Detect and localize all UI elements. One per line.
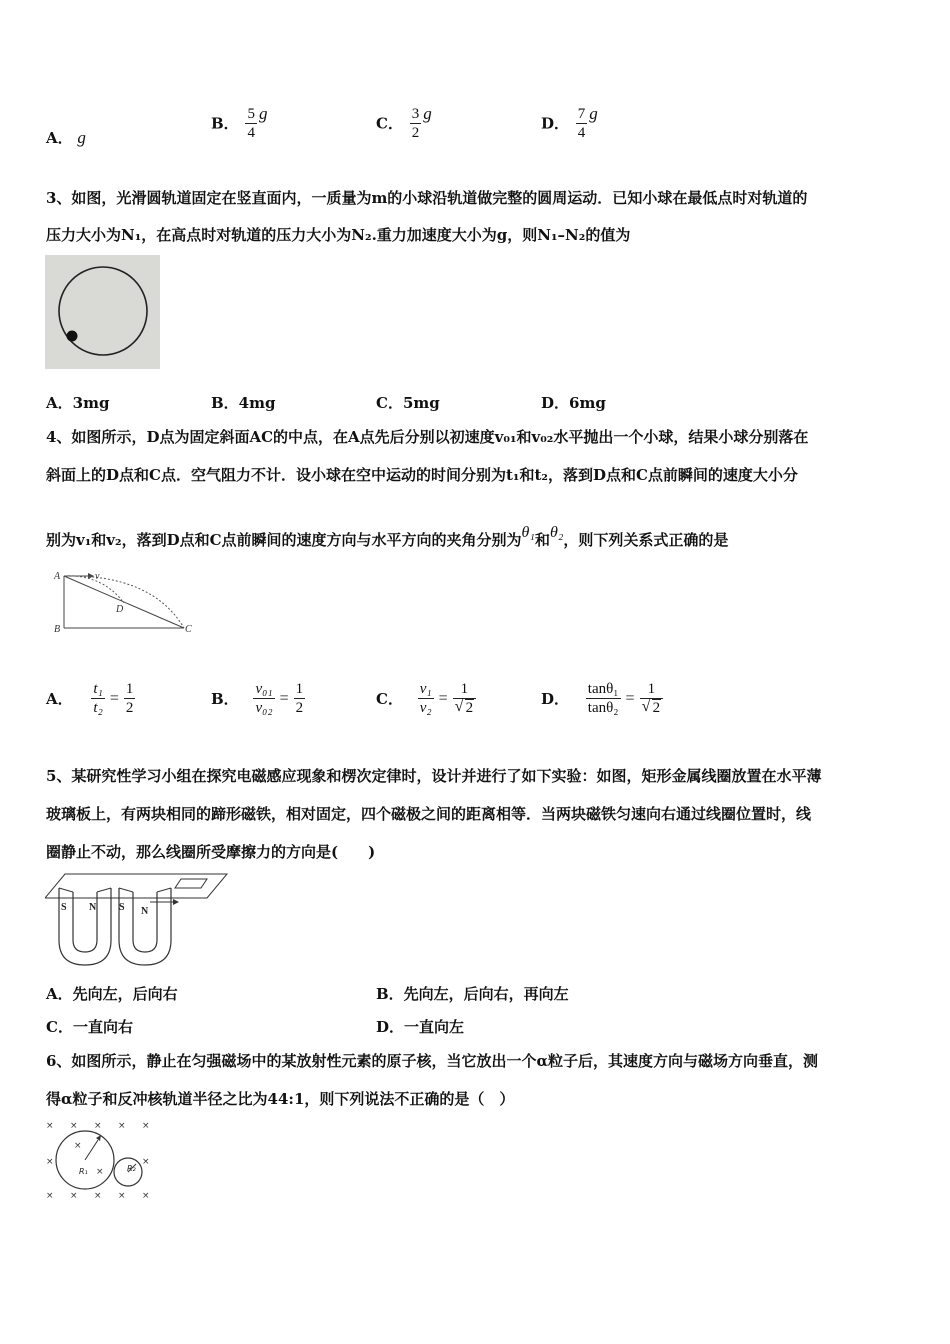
option-label: A． — [46, 129, 73, 147]
svg-text:×: × — [118, 1191, 126, 1201]
q5-option-c: C．一直向右 — [46, 1018, 133, 1036]
q4-line3-text-a: 别为v₁和v₂，落到D点和C点前瞬间的速度方向与水平方向的夹角分别为 — [46, 531, 522, 549]
theta2: θ₂ — [549, 524, 564, 541]
option-label: B． — [211, 690, 239, 708]
svg-text:×: × — [96, 1167, 104, 1177]
option-var: g — [423, 104, 432, 123]
option-label: D． — [541, 114, 570, 133]
svg-text:×: × — [74, 1141, 82, 1151]
q5-figure-magnets — [45, 870, 230, 970]
q4-line3-text-b: ，则下列关系式正确的是 — [563, 531, 729, 549]
fraction: $\frac{3}{2}$ — [411, 105, 420, 141]
fraction: $\frac{\text{v₁}}{\text{v₂}}$ — [419, 681, 432, 716]
label-a: A — [54, 571, 61, 582]
q3-option-a: A．3mg — [46, 394, 110, 412]
q3-text-line-2: 压力大小为N₁，在高点时对轨道的压力大小为N₂.重力加速度大小为g，则N₁–N₂的值为 — [46, 226, 631, 244]
fraction: $\frac{1}{2}$ — [295, 681, 304, 716]
q6-text-line-1: 6、如图所示，静止在匀强磁场中的某放射性元素的原子核，当它放出一个α粒子后，其速度方向与磁场方向垂直，测 — [46, 1052, 818, 1070]
q4-text-line-1: 4、如图所示，D点为固定斜面AC的中点，在A点先后分别以初速度v₀₁和v₀₂水平抛出一个小球，结果小球分别落在 — [46, 428, 809, 446]
fraction: $\frac{5}{4}$ — [247, 105, 255, 141]
fraction: $\frac{\text{tanθ₁}}{\text{tanθ₂}}$ — [587, 681, 619, 716]
fraction: $\frac{\text{v₀₁}}{\text{v₀₂}}$ — [255, 681, 273, 716]
q3-text-line-1: 3、如图，光滑圆轨道固定在竖直面内，一质量为m的小球沿轨道做完整的圆周运动．已知小球在最低点时对轨道的 — [46, 189, 808, 207]
q2-option-d — [541, 104, 598, 142]
q2-option-b — [211, 104, 267, 142]
q3-option-b: B．4mg — [211, 394, 276, 412]
svg-text:×: × — [142, 1191, 150, 1201]
pole-s-1: S — [61, 902, 67, 913]
fraction: $\frac{\text{t₁}}{\text{t₂}}$ — [93, 681, 103, 716]
q6-figure-magnetic-field — [44, 1118, 156, 1204]
svg-text:×: × — [142, 1121, 150, 1131]
q5-option-b: B．先向左，后向右，再向左 — [376, 985, 569, 1003]
pole-n-1: N — [89, 902, 97, 913]
magnet-diagram — [45, 870, 230, 970]
pole-s-2: S — [119, 902, 125, 913]
q5-option-a: A．先向左，后向右 — [46, 985, 178, 1003]
fraction: 1 √ 2 — [453, 680, 477, 717]
option-var: g — [258, 104, 268, 123]
q4-text-line-2: 斜面上的D点和C点．空气阻力不计．设小球在空中运动的时间分别为t₁和t₂，落到D点和C点前瞬间的速度大小分 — [46, 466, 798, 484]
svg-text:×: × — [94, 1191, 102, 1201]
svg-text:×: × — [46, 1157, 54, 1167]
label-b: B — [54, 624, 61, 635]
q4-option-b: B． $\frac{\text{v₀₁}}{\text{v₀₂}}$ = $\frac{1}{2}$ — [211, 681, 304, 716]
label-r1: R₁ — [79, 1167, 88, 1176]
incline-diagram — [52, 566, 197, 638]
svg-text:×: × — [142, 1157, 150, 1167]
q5-text-line-1: 5、某研究性学习小组在探究电磁感应现象和楞次定律时，设计并进行了如下实验：如图，矩形金属线圈放置在水平薄 — [46, 767, 822, 785]
label-v: v — [95, 571, 100, 582]
field-diagram — [44, 1118, 156, 1204]
option-value: g — [77, 128, 86, 147]
q4-figure-incline — [52, 566, 197, 638]
option-label: D． — [541, 690, 570, 708]
pole-n-2: N — [141, 906, 149, 917]
option-label: C． — [376, 114, 403, 133]
option-label: B． — [211, 114, 239, 133]
svg-text:×: × — [70, 1191, 78, 1201]
label-c: C — [185, 624, 192, 635]
q4-option-a: A． $\frac{\text{t₁}}{\text{t₂}}$ = $\frac{1}{2}$ — [46, 681, 134, 716]
svg-text:×: × — [118, 1121, 126, 1131]
q2-option-c — [376, 104, 432, 142]
svg-text:×: × — [46, 1121, 54, 1131]
q3-option-d: D．6mg — [541, 394, 606, 412]
q5-option-d: D．一直向左 — [376, 1018, 465, 1036]
fraction: 1 √ 2 — [640, 680, 664, 717]
q5-text-line-3: 圈静止不动，那么线圈所受摩擦力的方向是( ) — [46, 843, 376, 861]
q5-text-line-2: 玻璃板上，有两块相同的蹄形磁铁，相对固定，四个磁极之间的距离相等．当两块磁铁匀速向右通过线圈位置时，线 — [46, 805, 812, 823]
option-label: C． — [376, 690, 403, 708]
fraction: $\frac{1}{2}$ — [125, 681, 134, 716]
q4-option-c: C． $\frac{\text{v₁}}{\text{v₂}}$ = 1 √ 2 — [376, 680, 478, 717]
q4-option-d: D． $\frac{\text{tanθ₁}}{\text{tanθ₂}}$ = 1 √ 2 — [541, 680, 665, 717]
svg-text:×: × — [46, 1191, 54, 1201]
ball-icon — [67, 331, 78, 342]
svg-text:×: × — [70, 1121, 78, 1131]
circle-track-image — [45, 255, 160, 369]
label-r2: R₂ — [127, 1164, 136, 1173]
q3-figure-circle-track — [45, 255, 160, 369]
q2-option-a — [46, 127, 86, 148]
option-var: g — [589, 104, 598, 123]
and-word: 和 — [534, 531, 550, 549]
q6-text-line-2: 得α粒子和反冲核轨道半径之比为44:1，则下列说法不正确的是（ ） — [46, 1090, 515, 1108]
fraction: $\frac{7}{4}$ — [577, 105, 586, 141]
q4-text-line-3 — [46, 524, 728, 550]
q3-option-c: C．5mg — [376, 394, 440, 412]
field-cross-icons — [46, 1121, 150, 1201]
option-label: A． — [46, 690, 73, 708]
svg-text:×: × — [94, 1121, 102, 1131]
label-d: D — [116, 604, 124, 615]
theta1: θ₁ — [521, 524, 535, 541]
